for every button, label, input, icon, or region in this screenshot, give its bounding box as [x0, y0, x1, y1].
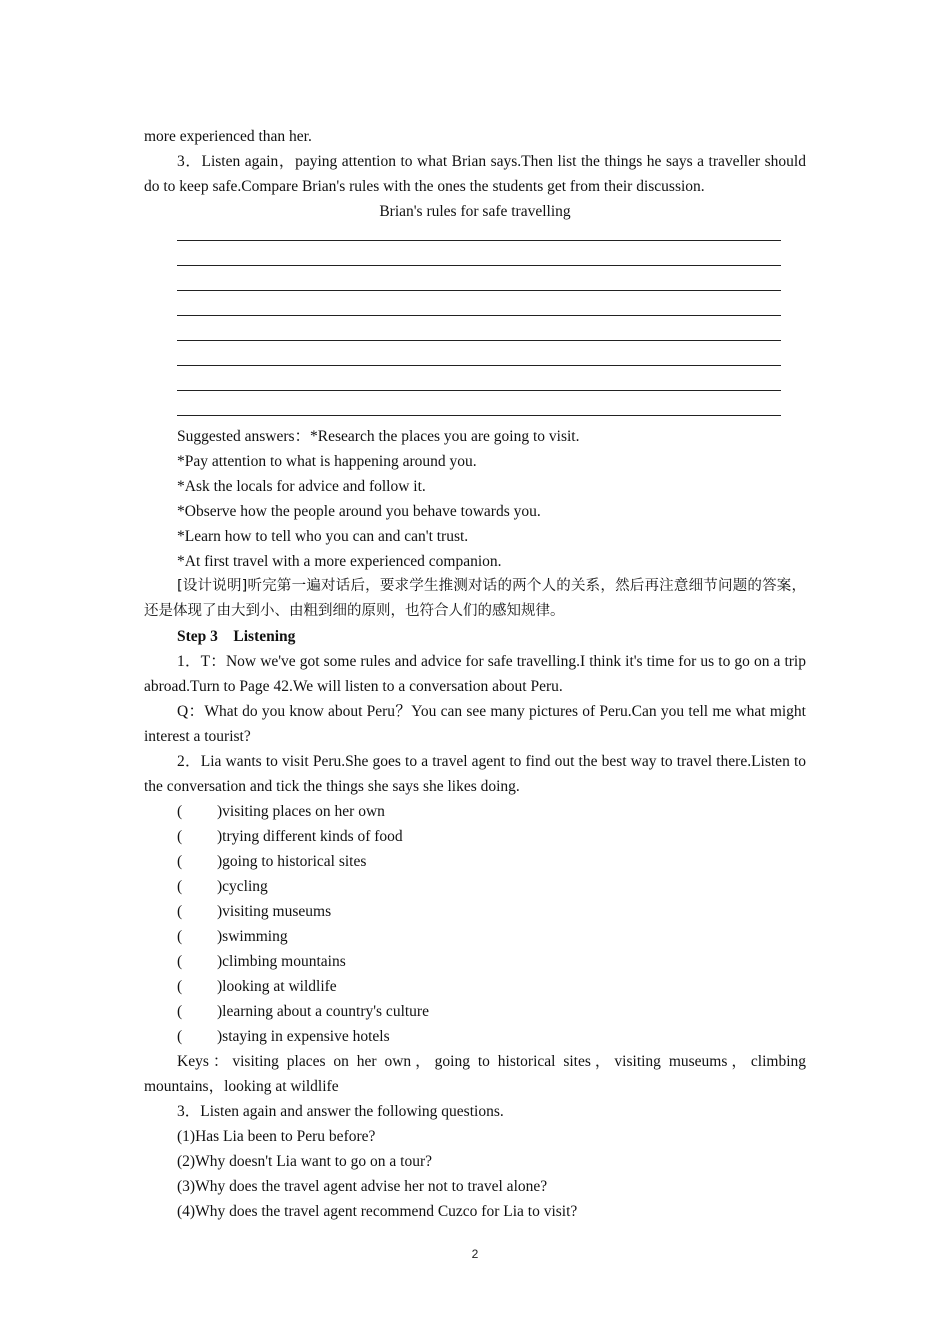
text-line: more experienced than her.	[144, 128, 312, 145]
checklist-label: )visiting places on her own	[217, 803, 385, 820]
answer-item: *Observe how the people around you behave towards you.	[177, 503, 541, 520]
question-item: (1)Has Lia been to Peru before?	[177, 1128, 376, 1145]
checklist-item[interactable]	[144, 1024, 806, 1049]
checklist-label: )visiting museums	[217, 903, 332, 920]
instruction-line: 3．Listen again and answer the following questions.	[177, 1103, 504, 1120]
design-note: [设计说明]听完第一遍对话后，要求学生推测对话的两个人的关系，然后再注意细节问题的答案，还是体现了由大到小、由粗到细的原则，也符合人们的感知规律。	[144, 578, 806, 619]
checklist-item[interactable]	[144, 899, 806, 924]
checklist-item[interactable]	[144, 874, 806, 899]
question-item: (3)Why does the travel agent advise her not to travel alone?	[177, 1178, 548, 1195]
instruction-paragraph: 3．Listen again，paying attention to what Brian says.Then list the things he says a traveller should do to keep safe.Compare Brian's rules with the ones the students get from their discussion.	[144, 153, 806, 195]
checklist-item[interactable]	[144, 949, 806, 974]
answer-blank-lines	[144, 216, 806, 416]
checklist-item[interactable]	[144, 924, 806, 949]
paragraph-2: 2．Lia wants to visit Peru.She goes to a travel agent to find out the best way to travel there.Listen to the conversation and tick the things she says she likes doing.	[144, 753, 806, 795]
checklist-label: )swimming	[217, 928, 288, 945]
blank-line[interactable]	[177, 241, 781, 266]
checklist-item[interactable]	[144, 799, 806, 824]
checkbox-paren[interactable]: (	[177, 903, 183, 920]
blank-line[interactable]	[177, 391, 781, 416]
checkbox-paren[interactable]: (	[177, 953, 183, 970]
suggested-answers: Suggested answers：*Research the places you are going to visit.	[177, 428, 580, 445]
answer-item: *Ask the locals for advice and follow it.	[177, 478, 426, 495]
document-body	[144, 124, 806, 1224]
checkbox-paren[interactable]: (	[177, 828, 183, 845]
checklist-label: )climbing mountains	[217, 953, 346, 970]
paragraph-1: 1．T：Now we've got some rules and advice for safe travelling.I think it's time for us to go on a trip abroad.Turn to Page 42.We will listen to a conversation about Peru.	[144, 653, 806, 695]
checklist-item[interactable]	[144, 999, 806, 1024]
rules-heading: Brian's rules for safe travelling	[379, 203, 571, 220]
checklist-item[interactable]	[144, 849, 806, 874]
checklist-item[interactable]	[144, 824, 806, 849]
checkbox-paren[interactable]: (	[177, 853, 183, 870]
keys-paragraph: Keys：visiting places on her own，going to historical sites，visiting museums，climbing mountains，looking at wildlife	[144, 1053, 806, 1095]
blank-line[interactable]	[177, 291, 781, 316]
checklist-label: )looking at wildlife	[217, 978, 337, 995]
checkbox-paren[interactable]: (	[177, 1028, 183, 1045]
blank-line[interactable]	[177, 341, 781, 366]
answer-item: *Pay attention to what is happening around you.	[177, 453, 477, 470]
checklist-label: )trying different kinds of food	[217, 828, 403, 845]
checkbox-paren[interactable]: (	[177, 878, 183, 895]
step-heading: Step 3 Listening	[177, 628, 296, 645]
checklist-label: )staying in expensive hotels	[217, 1028, 390, 1045]
blank-line[interactable]	[177, 266, 781, 291]
answer-item: *At first travel with a more experienced companion.	[177, 553, 502, 570]
page-number: 2	[471, 1247, 479, 1261]
question-item: (4)Why does the travel agent recommend Cuzco for Lia to visit?	[177, 1203, 578, 1220]
blank-line[interactable]	[177, 366, 781, 391]
checklist-label: )learning about a country's culture	[217, 1003, 429, 1020]
checklist-label: )cycling	[217, 878, 268, 895]
blank-line[interactable]	[177, 316, 781, 341]
checkbox-paren[interactable]: (	[177, 1003, 183, 1020]
answer-item: *Learn how to tell who you can and can't trust.	[177, 528, 469, 545]
question-item: (2)Why doesn't Lia want to go on a tour?	[177, 1153, 433, 1170]
checklist-item[interactable]	[144, 974, 806, 999]
checkbox-paren[interactable]: (	[177, 928, 183, 945]
checklist-label: )going to historical sites	[217, 853, 367, 870]
question-paragraph: Q：What do you know about Peru？You can see many pictures of Peru.Can you tell me what might interest a tourist?	[144, 703, 806, 745]
checkbox-paren[interactable]: (	[177, 978, 183, 995]
checkbox-paren[interactable]: (	[177, 803, 183, 820]
